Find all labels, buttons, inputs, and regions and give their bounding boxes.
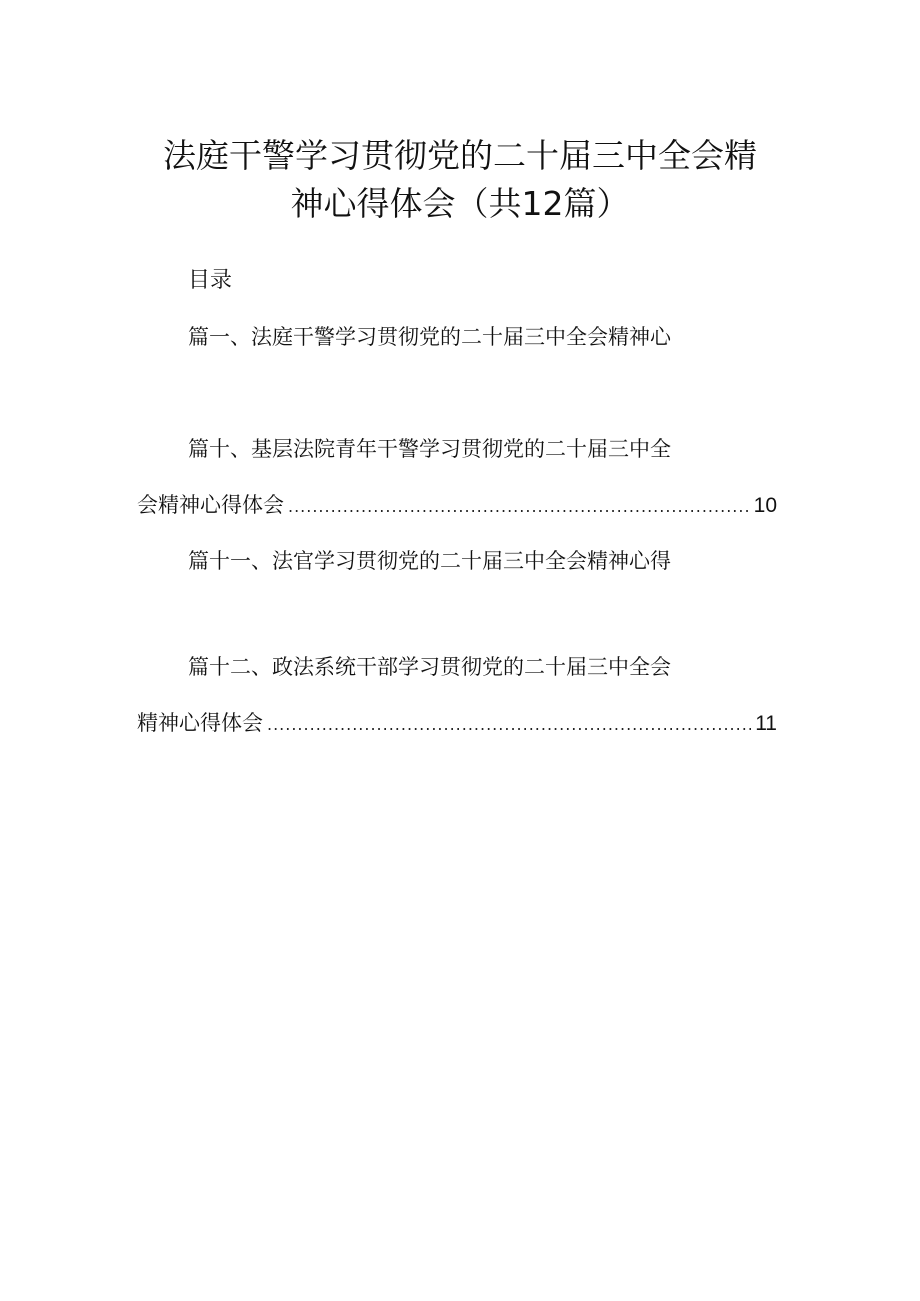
toc-page-number: 11 <box>755 712 777 735</box>
toc-heading: 目录 <box>188 268 233 293</box>
toc-leader-dots <box>267 710 751 740</box>
toc-entry-11[interactable]: 篇十一、法官学习贯彻党的二十届三中全会精神心得 <box>188 549 671 573</box>
toc-entry-12-continuation-text: 精神心得体会 <box>137 711 263 735</box>
toc-page-number: 10 <box>753 494 777 517</box>
toc-entry-12[interactable]: 篇十二、政法系统干部学习贯彻党的二十届三中全会 <box>188 655 671 679</box>
document-title-line-1: 法庭干警学习贯彻党的二十届三中全会精 <box>163 136 757 175</box>
toc-entry-10[interactable]: 篇十、基层法院青年干警学习贯彻党的二十届三中全 <box>188 437 671 461</box>
toc-entry-12-continuation[interactable] <box>137 708 777 740</box>
toc-entry-1[interactable]: 篇一、法庭干警学习贯彻党的二十届三中全会精神心 <box>188 325 671 349</box>
document-title-line-2: 神心得体会（共12篇） <box>290 184 630 223</box>
toc-leader-dots <box>288 492 750 522</box>
toc-entry-10-continuation[interactable] <box>137 490 777 522</box>
toc-entry-10-continuation-text: 会精神心得体会 <box>137 493 284 517</box>
